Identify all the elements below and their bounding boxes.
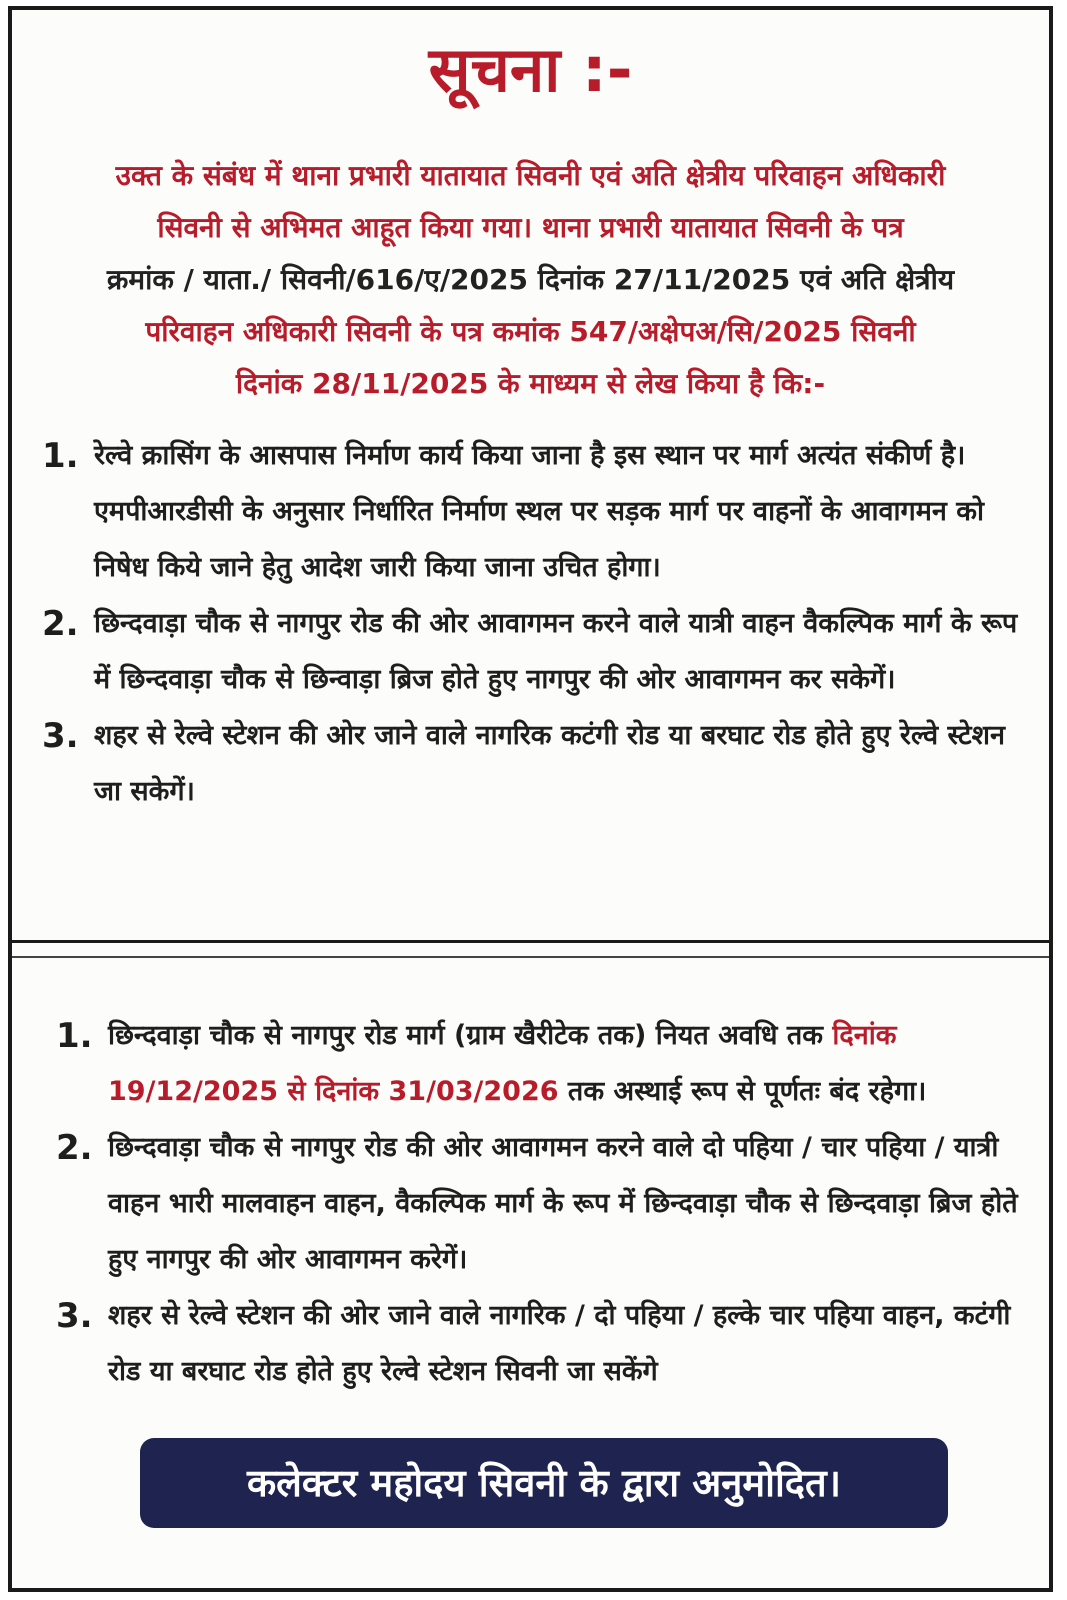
intro-line-3: क्रमांक / याता./ सिवनी/616/ए/2025 दिनांक 27/11/2025 एवं अति क्षेत्रीय (106, 263, 955, 296)
intro-paragraph (34, 150, 1027, 410)
list-item (56, 1120, 1029, 1288)
item-number: 1. (42, 436, 79, 476)
list-item (42, 428, 1029, 596)
second-points-list (56, 1008, 1029, 1400)
list-item (42, 596, 1029, 708)
item-text: छिन्दवाड़ा चौक से नागपुर रोड की ओर आवागमन करने वाले दो पहिया / चार पहिया / यात्री वाहन भारी मालवाहन वाहन, वैकल्पिक मार्ग के रूप में छिन्दवाड़ा चौक से छिन्दवाड़ा ब्रिज होते हुए नागपुर की ओर आवागमन करेगें। (108, 1132, 1018, 1275)
intro-line-1: उक्त के संबंध में थाना प्रभारी यातायात सिवनी एवं अति क्षेत्रीय परिवाहन अधिकारी (115, 159, 946, 192)
notice-board (8, 6, 1053, 1592)
item-number: 3. (56, 1296, 93, 1336)
item-text-end: तक अस्थाई रूप से पूर्णतः बंद रहेगा। (558, 1076, 927, 1107)
item-number: 1. (56, 1016, 93, 1056)
list-item (56, 1288, 1029, 1400)
intro-line-5: दिनांक 28/11/2025 के माध्यम से लेख किया है कि:- (235, 367, 826, 400)
notice-title: सूचना :- (428, 33, 633, 106)
item-text: रेल्वे क्रासिंग के आसपास निर्माण कार्य किया जाना है इस स्थान पर मार्ग अत्यंत संकीर्ण है। एमपीआरडीसी के अनुसार निर्धारित निर्माण स्थल पर सड़क मार्ग पर वाहनों के आवागमन को निषेध किये जाने हेतु आदेश जारी किया जाना उचित होगा। (94, 440, 984, 583)
item-text: छिन्दवाड़ा चौक से नागपुर रोड मार्ग (ग्राम खैरीटेक तक) नियत अवधि तक (108, 1020, 823, 1051)
item-number: 2. (42, 604, 79, 644)
approval-banner: कलेक्टर महोदय सिवनी के द्वारा अनुमोदित। (140, 1438, 948, 1528)
section-divider-inner (12, 956, 1049, 958)
item-number: 2. (56, 1128, 93, 1168)
list-item (42, 708, 1029, 820)
item-text: छिन्दवाड़ा चौक से नागपुर रोड की ओर आवागमन करने वाले यात्री वाहन वैकल्पिक मार्ग के रूप में छिन्दवाड़ा चौक से छिन्वाड़ा ब्रिज होते हुए नागपुर की ओर आवागमन कर सकेगें। (94, 608, 1018, 695)
list-item (56, 1008, 1029, 1120)
intro-line-2: सिवनी से अभिमत आहूत किया गया। थाना प्रभारी यातायात सिवनी के पत्र (157, 211, 904, 244)
item-text: शहर से रेल्वे स्टेशन की ओर जाने वाले नागरिक कटंगी रोड या बरघाट रोड होते हुए रेल्वे स्टेशन जा सकेगें। (94, 720, 1005, 807)
first-points-list (42, 428, 1029, 820)
intro-line-4: परिवाहन अधिकारी सिवनी के पत्र कमांक 547/अक्षेपअ/सि/2025 सिवनी (145, 315, 916, 348)
item-text: शहर से रेल्वे स्टेशन की ओर जाने वाले नागरिक / दो पहिया / हल्के चार पहिया वाहन, कटंगी रोड या बरघाट रोड होते हुए रेल्वे स्टेशन सिवनी जा सकेंगे (108, 1300, 1011, 1387)
section-divider (12, 940, 1049, 943)
closure-dates: दिनांक 19/12/2025 से दिनांक 31/03/2026 (108, 1020, 897, 1107)
item-number: 3. (42, 716, 79, 756)
